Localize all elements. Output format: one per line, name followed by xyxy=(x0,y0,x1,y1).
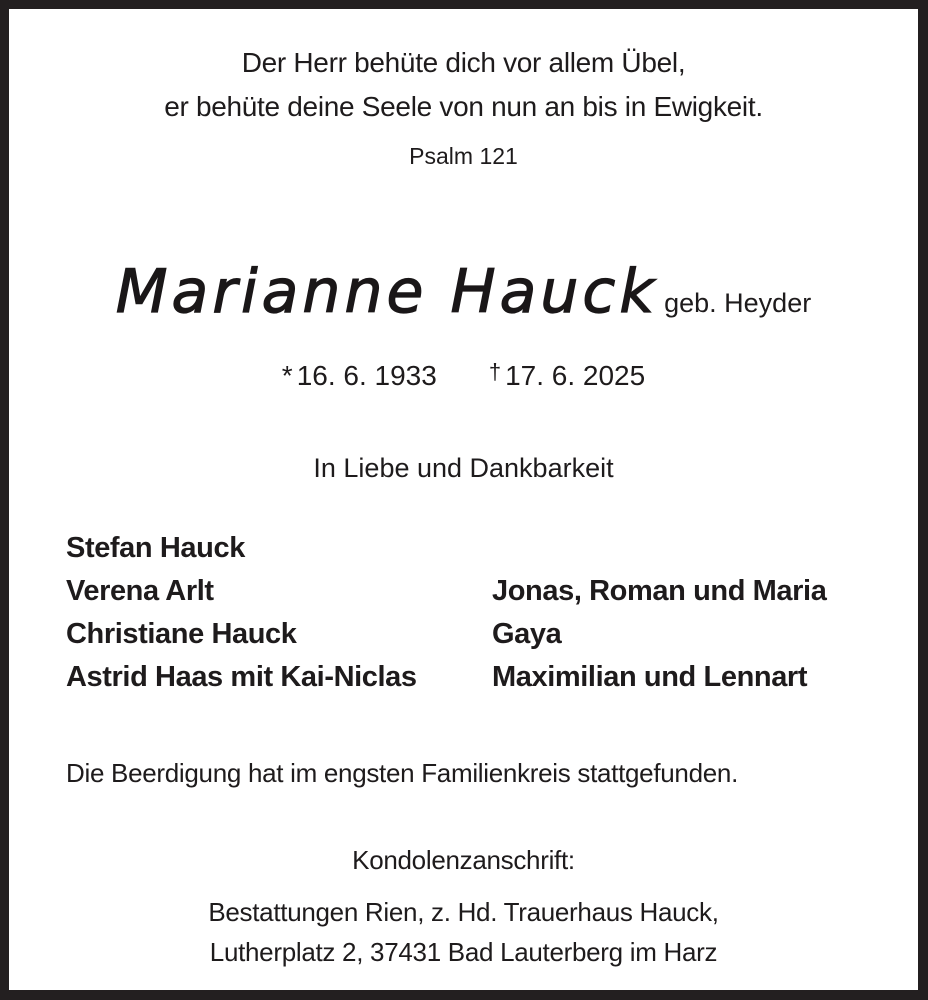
mourner-right: Gaya xyxy=(492,618,562,650)
maiden-name: geb. Heyder xyxy=(664,288,812,318)
deceased-name: Marianne Hauck xyxy=(115,257,659,327)
mourner-left: Astrid Haas mit Kai-Niclas xyxy=(66,661,417,693)
mourner-right: Jonas, Roman und Maria xyxy=(492,575,827,607)
death-date: 17. 6. 2025 xyxy=(505,360,646,391)
condolence-address-line-2: Lutherplatz 2, 37431 Bad Lauterberg im Harz xyxy=(209,937,718,967)
mourner-left: Christiane Hauck xyxy=(66,618,297,650)
mourner-right: Maximilian und Lennart xyxy=(492,661,808,693)
death-cross-icon: † xyxy=(488,359,502,384)
verse-line-2: er behüte deine Seele von nun an bis in Ewigkeit. xyxy=(164,91,763,122)
mourner-left: Stefan Hauck xyxy=(66,532,245,564)
birth-star-icon: * xyxy=(281,360,293,391)
deceased-name-row xyxy=(9,257,918,327)
verse-source: Psalm 121 xyxy=(409,143,518,169)
obituary-card xyxy=(9,9,918,990)
life-dates xyxy=(9,359,918,392)
condolence-address-line-1: Bestattungen Rien, z. Hd. Trauerhaus Hauck, xyxy=(208,897,719,927)
funeral-note: Die Beerdigung hat im engsten Familienkreis stattgefunden. xyxy=(66,758,738,788)
dedication: In Liebe und Dankbarkeit xyxy=(313,453,614,483)
condolence-heading: Kondolenzanschrift: xyxy=(352,845,575,875)
verse-line-1: Der Herr behüte dich vor allem Übel, xyxy=(241,47,686,78)
mourner-left: Verena Arlt xyxy=(66,575,214,607)
birth-date: 16. 6. 1933 xyxy=(296,360,437,391)
